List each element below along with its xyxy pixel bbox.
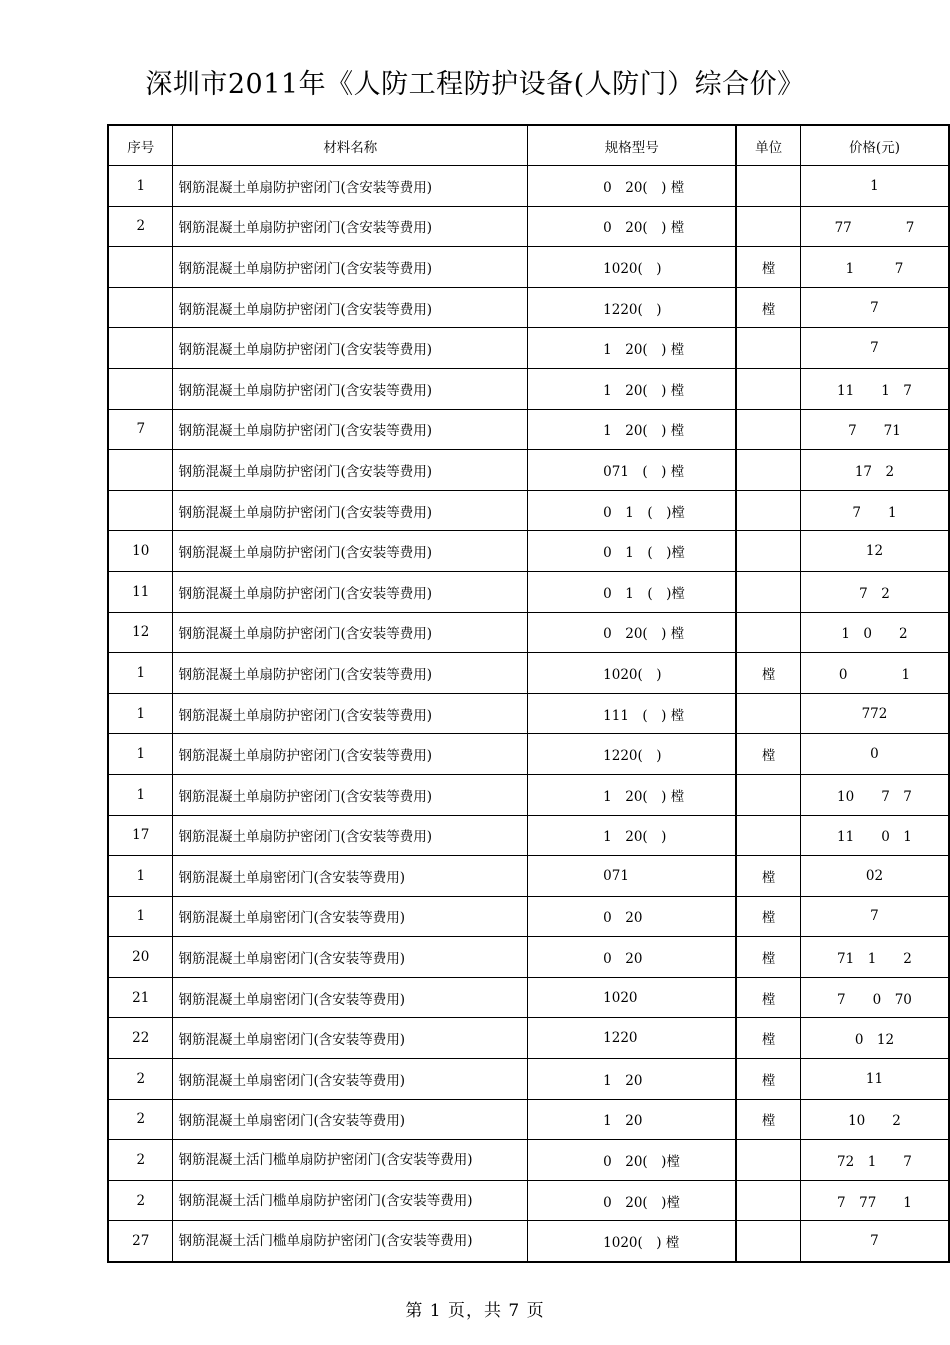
cell-no: 1: [108, 856, 173, 897]
cell-price: 7: [800, 328, 949, 369]
cell-no: [108, 287, 173, 328]
cell-spec: 1020: [528, 977, 737, 1018]
cell-spec: 0 20( )樘: [528, 1180, 737, 1221]
cell-name: 钢筋混凝土单扇防护密闭门(含安装等费用): [173, 612, 528, 653]
table-row: [108, 937, 949, 978]
cell-price: 7 2: [800, 571, 949, 612]
table-row: [108, 1221, 949, 1262]
cell-name: 钢筋混凝土活门槛单扇防护密闭门(含安装等费用): [173, 1180, 528, 1221]
cell-price: 71 1 2: [800, 937, 949, 978]
cell-spec: 1 20: [528, 1099, 737, 1140]
cell-spec: 0 20: [528, 937, 737, 978]
cell-spec: 1020( ) 樘: [528, 1221, 737, 1262]
cell-name: 钢筋混凝土单扇防护密闭门(含安装等费用): [173, 571, 528, 612]
cell-no: [108, 450, 173, 491]
cell-no: 11: [108, 571, 173, 612]
cell-unit: [736, 490, 800, 531]
table-row: [108, 1099, 949, 1140]
cell-unit: [736, 206, 800, 247]
cell-no: [108, 328, 173, 369]
cell-unit: 樘: [736, 896, 800, 937]
cell-unit: [736, 531, 800, 572]
header-price: 价格(元): [800, 125, 949, 166]
table-row: [108, 653, 949, 694]
cell-spec: 1 20( ): [528, 815, 737, 856]
cell-name: 钢筋混凝土单扇防护密闭门(含安装等费用): [173, 693, 528, 734]
cell-name: 钢筋混凝土单扇防护密闭门(含安装等费用): [173, 531, 528, 572]
cell-name: 钢筋混凝土单扇密闭门(含安装等费用): [173, 1059, 528, 1100]
cell-unit: [736, 1180, 800, 1221]
cell-name: 钢筋混凝土单扇防护密闭门(含安装等费用): [173, 409, 528, 450]
cell-name: 钢筋混凝土单扇防护密闭门(含安装等费用): [173, 206, 528, 247]
cell-price: 02: [800, 856, 949, 897]
cell-price: 7 1: [800, 490, 949, 531]
table-row: [108, 531, 949, 572]
cell-name: 钢筋混凝土单扇密闭门(含安装等费用): [173, 937, 528, 978]
table-row: [108, 815, 949, 856]
cell-no: 10: [108, 531, 173, 572]
cell-price: 1 0 2: [800, 612, 949, 653]
cell-price: 0 12: [800, 1018, 949, 1059]
table-row: [108, 206, 949, 247]
cell-no: 2: [108, 1059, 173, 1100]
cell-price: 72 1 7: [800, 1140, 949, 1181]
table-row: [108, 247, 949, 288]
cell-no: 7: [108, 409, 173, 450]
cell-no: 1: [108, 166, 173, 207]
cell-price: 11: [800, 1059, 949, 1100]
cell-spec: 0 1 ( )樘: [528, 531, 737, 572]
cell-name: 钢筋混凝土单扇防护密闭门(含安装等费用): [173, 166, 528, 207]
table-row: [108, 774, 949, 815]
cell-price: 17 2: [800, 450, 949, 491]
cell-no: 20: [108, 937, 173, 978]
table-row: [108, 368, 949, 409]
cell-spec: 1 20: [528, 1059, 737, 1100]
cell-spec: 1020( ): [528, 653, 737, 694]
cell-no: [108, 368, 173, 409]
cell-price: 7 0 70: [800, 977, 949, 1018]
cell-no: 1: [108, 693, 173, 734]
cell-no: 21: [108, 977, 173, 1018]
table-header-row: [108, 125, 949, 166]
cell-no: 2: [108, 206, 173, 247]
cell-name: 钢筋混凝土单扇密闭门(含安装等费用): [173, 977, 528, 1018]
page-footer: 第 1 页，共 7 页: [405, 1301, 545, 1321]
cell-price: 77 7: [800, 206, 949, 247]
cell-price: 0: [800, 734, 949, 775]
cell-no: [108, 247, 173, 288]
page-title: 深圳市2011年《人防工程防护设备(人防门）综合价》: [145, 69, 805, 100]
cell-spec: 0 1 ( )樘: [528, 571, 737, 612]
cell-no: 1: [108, 774, 173, 815]
table-row: [108, 856, 949, 897]
cell-unit: [736, 409, 800, 450]
cell-unit: 樘: [736, 287, 800, 328]
cell-price: 10 2: [800, 1099, 949, 1140]
cell-unit: [736, 328, 800, 369]
cell-price: 7 77 1: [800, 1180, 949, 1221]
cell-no: 2: [108, 1099, 173, 1140]
cell-spec: 1 20( ) 樘: [528, 328, 737, 369]
cell-unit: [736, 368, 800, 409]
cell-unit: [736, 571, 800, 612]
cell-name: 钢筋混凝土单扇密闭门(含安装等费用): [173, 856, 528, 897]
cell-spec: 0 20( ) 樘: [528, 612, 737, 653]
cell-unit: 樘: [736, 977, 800, 1018]
table-row: [108, 166, 949, 207]
cell-price: 0 1: [800, 653, 949, 694]
cell-unit: [736, 166, 800, 207]
cell-unit: [736, 774, 800, 815]
cell-unit: [736, 450, 800, 491]
header-spec: 规格型号: [528, 125, 737, 166]
table-row: [108, 328, 949, 369]
cell-spec: 1 20( ) 樘: [528, 409, 737, 450]
cell-no: 12: [108, 612, 173, 653]
cell-no: 22: [108, 1018, 173, 1059]
cell-spec: 1020( ): [528, 247, 737, 288]
cell-price: 772: [800, 693, 949, 734]
table-row: [108, 612, 949, 653]
cell-name: 钢筋混凝土单扇防护密闭门(含安装等费用): [173, 653, 528, 694]
table-row: [108, 1018, 949, 1059]
cell-spec: 071: [528, 856, 737, 897]
cell-unit: 樘: [736, 1099, 800, 1140]
header-name: 材料名称: [173, 125, 528, 166]
table-body: [108, 166, 949, 1263]
cell-price: 7: [800, 1221, 949, 1262]
cell-unit: [736, 693, 800, 734]
cell-no: [108, 490, 173, 531]
cell-name: 钢筋混凝土单扇防护密闭门(含安装等费用): [173, 734, 528, 775]
cell-unit: 樘: [736, 734, 800, 775]
cell-name: 钢筋混凝土单扇密闭门(含安装等费用): [173, 1018, 528, 1059]
table-row: [108, 1140, 949, 1181]
cell-spec: 1220( ): [528, 734, 737, 775]
cell-spec: 0 1 ( )樘: [528, 490, 737, 531]
cell-name: 钢筋混凝土单扇防护密闭门(含安装等费用): [173, 287, 528, 328]
cell-spec: 1 20( ) 樘: [528, 368, 737, 409]
cell-unit: [736, 1221, 800, 1262]
cell-price: 7: [800, 896, 949, 937]
table-row: [108, 409, 949, 450]
cell-no: 1: [108, 653, 173, 694]
cell-unit: [736, 815, 800, 856]
table-row: [108, 734, 949, 775]
cell-name: 钢筋混凝土单扇防护密闭门(含安装等费用): [173, 490, 528, 531]
cell-unit: 樘: [736, 247, 800, 288]
cell-spec: 0 20( )樘: [528, 1140, 737, 1181]
table-row: [108, 490, 949, 531]
table-row: [108, 287, 949, 328]
cell-name: 钢筋混凝土单扇防护密闭门(含安装等费用): [173, 368, 528, 409]
cell-name: 钢筋混凝土活门槛单扇防护密闭门(含安装等费用): [173, 1140, 528, 1181]
cell-name: 钢筋混凝土单扇防护密闭门(含安装等费用): [173, 328, 528, 369]
table-row: [108, 1059, 949, 1100]
cell-spec: 071 ( ) 樘: [528, 450, 737, 491]
cell-price: 11 1 7: [800, 368, 949, 409]
cell-spec: 0 20( ) 樘: [528, 206, 737, 247]
cell-spec: 1220: [528, 1018, 737, 1059]
cell-no: 2: [108, 1180, 173, 1221]
cell-no: 2: [108, 1140, 173, 1181]
cell-name: 钢筋混凝土单扇防护密闭门(含安装等费用): [173, 815, 528, 856]
cell-spec: 0 20: [528, 896, 737, 937]
cell-no: 17: [108, 815, 173, 856]
cell-price: 12: [800, 531, 949, 572]
cell-name: 钢筋混凝土单扇防护密闭门(含安装等费用): [173, 774, 528, 815]
cell-name: 钢筋混凝土单扇密闭门(含安装等费用): [173, 896, 528, 937]
price-table: [107, 124, 950, 1263]
cell-unit: 樘: [736, 937, 800, 978]
cell-unit: [736, 1140, 800, 1181]
cell-name: 钢筋混凝土单扇防护密闭门(含安装等费用): [173, 450, 528, 491]
cell-price: 1: [800, 166, 949, 207]
cell-name: 钢筋混凝土单扇密闭门(含安装等费用): [173, 1099, 528, 1140]
cell-price: 7 71: [800, 409, 949, 450]
table-row: [108, 896, 949, 937]
table-row: [108, 571, 949, 612]
cell-unit: [736, 612, 800, 653]
cell-no: 27: [108, 1221, 173, 1262]
cell-price: 11 0 1: [800, 815, 949, 856]
cell-price: 10 7 7: [800, 774, 949, 815]
cell-unit: 樘: [736, 653, 800, 694]
cell-unit: 樘: [736, 1059, 800, 1100]
cell-unit: 樘: [736, 856, 800, 897]
table-row: [108, 450, 949, 491]
cell-price: 7: [800, 287, 949, 328]
cell-price: 1 7: [800, 247, 949, 288]
cell-spec: 1 20( ) 樘: [528, 774, 737, 815]
table-row: [108, 977, 949, 1018]
cell-name: 钢筋混凝土单扇防护密闭门(含安装等费用): [173, 247, 528, 288]
cell-spec: 111 ( ) 樘: [528, 693, 737, 734]
cell-spec: 1220( ): [528, 287, 737, 328]
header-no: 序号: [108, 125, 173, 166]
table-row: [108, 693, 949, 734]
cell-spec: 0 20( ) 樘: [528, 166, 737, 207]
cell-name: 钢筋混凝土活门槛单扇防护密闭门(含安装等费用): [173, 1221, 528, 1262]
cell-no: 1: [108, 896, 173, 937]
cell-unit: 樘: [736, 1018, 800, 1059]
header-unit: 单位: [736, 125, 800, 166]
table-row: [108, 1180, 949, 1221]
cell-no: 1: [108, 734, 173, 775]
